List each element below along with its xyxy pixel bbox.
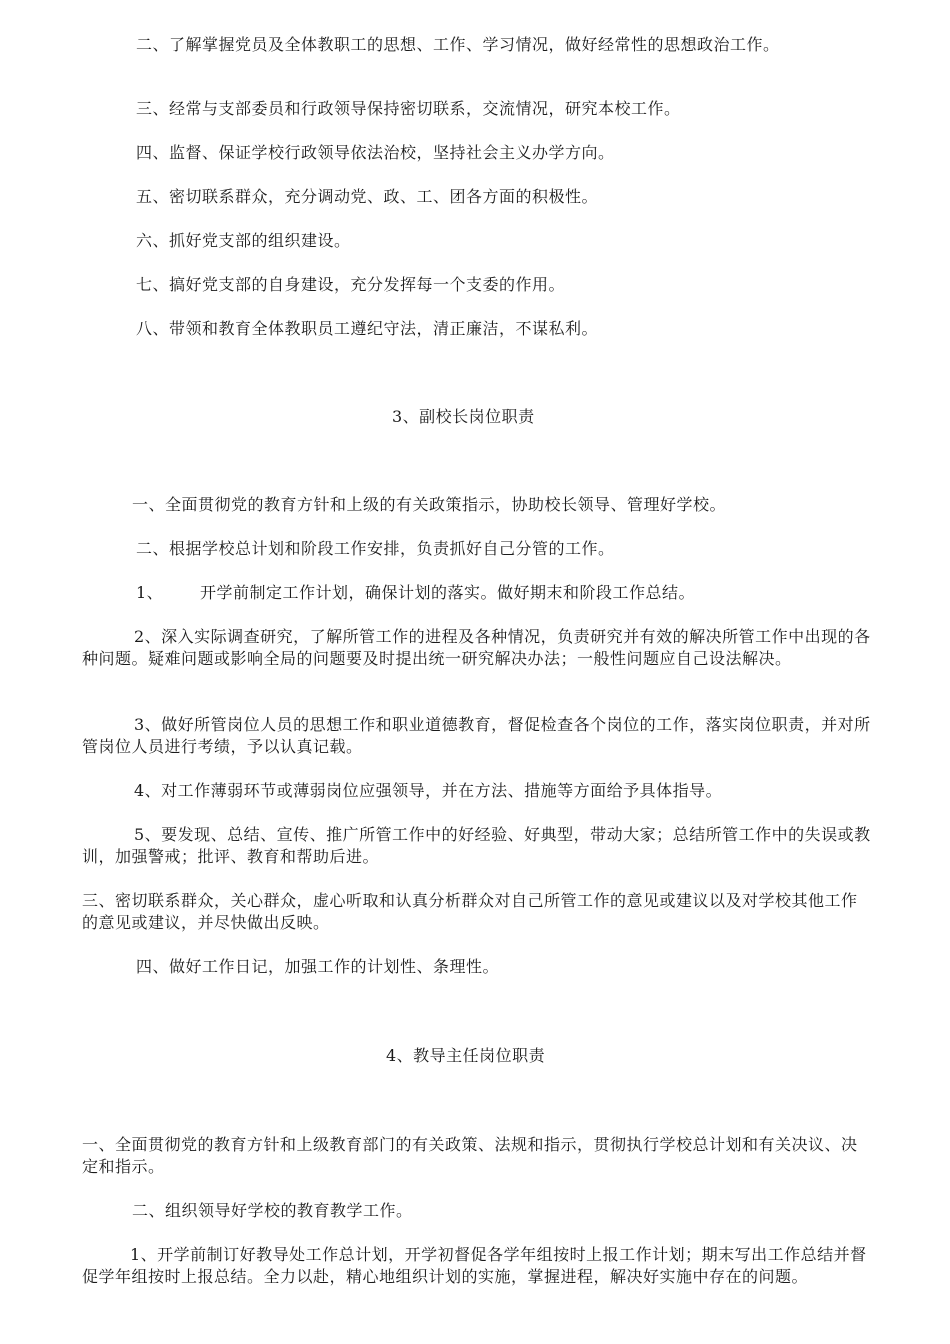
section3-sub-1: 开学前制定工作计划，确保计划的落实。做好期末和阶段工作总结。 xyxy=(200,583,696,602)
section3-heading: 3、副校长岗位职责 xyxy=(392,407,535,426)
section3-sub-2: 2、深入实际调查研究，了解所管工作的进程及各种情况，负责研究并有效的解决所管工作中出现的各种问题。疑难问题或影响全局的问题要及时提出统一研究解决办法；一般性问题应自己设法解决。 xyxy=(82,627,871,668)
section2-item-8: 八、带领和教育全体教职员工遵纪守法，清正廉洁，不谋私利。 xyxy=(136,319,599,338)
section2-item-2: 二、了解掌握党员及全体教职工的思想、工作、学习情况，做好经常性的思想政治工作。 xyxy=(136,35,780,54)
section2-item-6: 六、抓好党支部的组织建设。 xyxy=(136,231,351,250)
section3-item-2: 二、根据学校总计划和阶段工作安排，负责抓好自己分管的工作。 xyxy=(136,539,615,558)
section3-item-4: 四、做好工作日记，加强工作的计划性、条理性。 xyxy=(136,957,500,976)
section2-item-4: 四、监督、保证学校行政领导依法治校，坚持社会主义办学方向。 xyxy=(136,143,615,162)
section3-item-3: 三、密切联系群众，关心群众，虚心听取和认真分析群众对自己所管工作的意见或建议以及对学校其他工作的意见或建议，并尽快做出反映。 xyxy=(82,891,858,932)
section3-item-1: 一、全面贯彻党的教育方针和上级的有关政策指示，协助校长领导、管理好学校。 xyxy=(132,495,727,514)
section4-item-2: 二、组织领导好学校的教育教学工作。 xyxy=(132,1201,413,1220)
section3-sub-3: 3、做好所管岗位人员的思想工作和职业道德教育，督促检查各个岗位的工作，落实岗位职责，并对所管岗位人员进行考绩，予以认真记载。 xyxy=(82,715,871,756)
section2-item-7: 七、搞好党支部的自身建设，充分发挥每一个支委的作用。 xyxy=(136,275,566,294)
section3-sub-1-number: 1、 xyxy=(136,583,164,602)
section3-sub-5: 5、要发现、总结、宣传、推广所管工作中的好经验、好典型，带动大家；总结所管工作中的失误或教训，加强警戒；批评、教育和帮助后进。 xyxy=(82,825,871,866)
section4-item-1: 一、全面贯彻党的教育方针和上级教育部门的有关政策、法规和指示，贯彻执行学校总计划和有关决议、决定和指示。 xyxy=(82,1135,858,1176)
section4-heading: 4、教导主任岗位职责 xyxy=(386,1046,546,1065)
section4-sub-1: 1、开学前制订好教导处工作总计划，开学初督促各学年组按时上报工作计划；期末写出工作总结并督促学年组按时上报总结。全力以赴，精心地组织计划的实施，掌握进程，解决好实施中存在的问题。 xyxy=(82,1245,867,1286)
section2-item-3: 三、经常与支部委员和行政领导保持密切联系，交流情况，研究本校工作。 xyxy=(136,99,681,118)
section2-item-5: 五、密切联系群众，充分调动党、政、工、团各方面的积极性。 xyxy=(136,187,599,206)
section3-sub-4: 4、对工作薄弱环节或薄弱岗位应强领导，并在方法、措施等方面给予具体指导。 xyxy=(134,781,723,800)
